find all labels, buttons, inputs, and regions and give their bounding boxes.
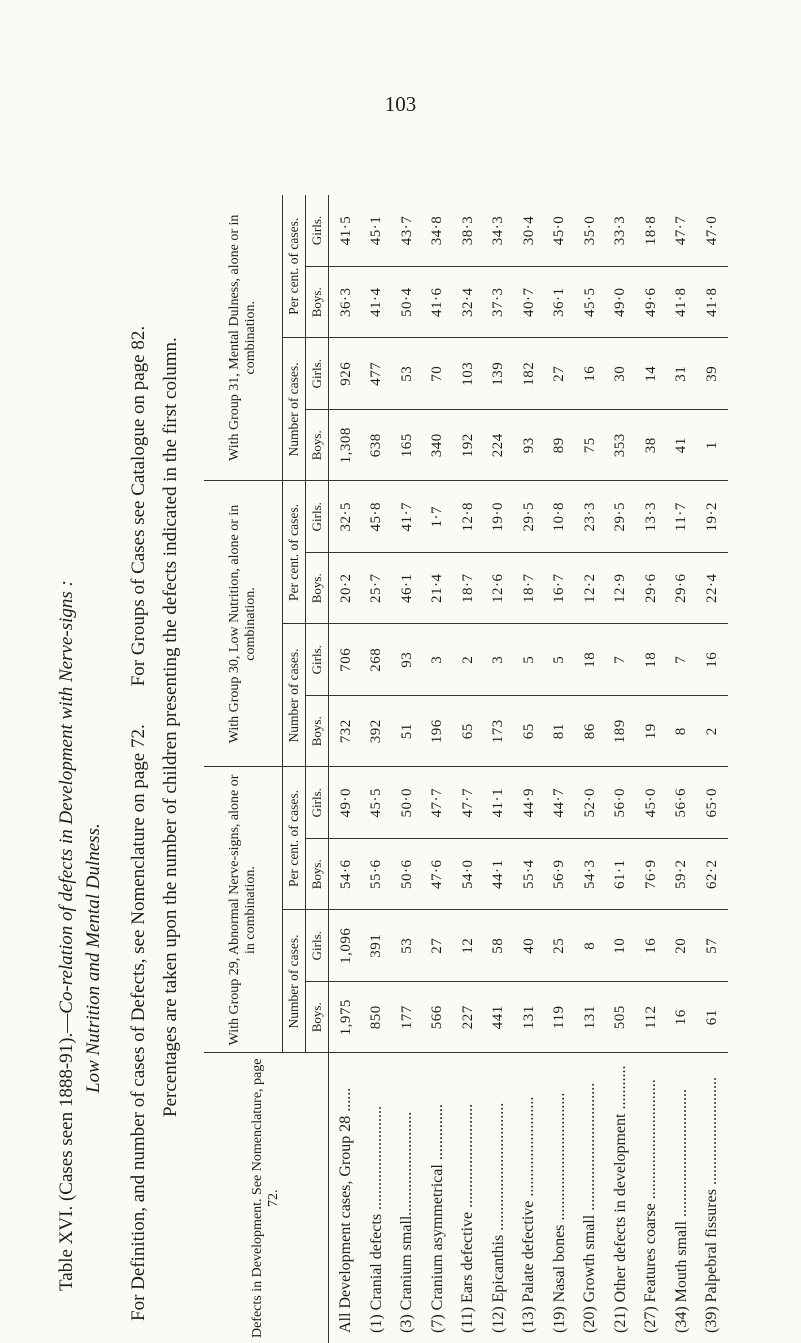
table-cell: 477 — [362, 338, 393, 410]
table-cell: 112 — [636, 982, 667, 1054]
note1-b: For Groups of Cases see Catalogue on page 82. — [128, 325, 149, 687]
table-cell: 131 — [575, 982, 606, 1054]
table-cell: 268 — [362, 624, 393, 696]
group29-header: With Group 29, Abnormal Nerve-signs, alone or in combination. — [204, 767, 283, 1053]
table-note-1 — [128, 21, 150, 1321]
table-cell: 29·5 — [514, 481, 545, 553]
table-cell: 19·2 — [697, 481, 728, 553]
table-cell: 1 — [697, 410, 728, 482]
table-cell: 18 — [575, 624, 606, 696]
defect-label: (13) Palate defective ......................... — [514, 1053, 545, 1343]
table-cell: 43·7 — [398, 215, 415, 246]
table-cell: 732 — [329, 696, 362, 768]
table-cell: 49·6 — [636, 267, 667, 339]
table-cell: 12·9 — [606, 553, 637, 625]
table-cell: 41·4 — [362, 267, 393, 339]
table-cell: 20·2 — [329, 553, 362, 625]
girls-header: Girls. — [306, 195, 329, 267]
girls-header: Girls. — [306, 624, 329, 696]
table-cell: 65 — [453, 696, 484, 768]
table-cell: 56·9 — [545, 839, 576, 911]
table-cell: 20 — [667, 910, 698, 982]
table-cell: 50·4 — [392, 267, 423, 339]
table-cell: 30·4 — [520, 215, 537, 246]
defect-label: (20) Growth small ................................ — [575, 1053, 606, 1343]
table-cell: 1,975 — [329, 982, 362, 1054]
table-cell: 93 — [514, 410, 545, 482]
table-cell: 13·3 — [636, 481, 667, 553]
table-cell: 41·8 — [697, 267, 728, 339]
table-cell: 76·9 — [636, 839, 667, 911]
table-cell: 23·3 — [575, 481, 606, 553]
table-cell: 36·1 — [545, 267, 576, 339]
table-cell: 21·4 — [423, 553, 454, 625]
table-row — [545, 195, 576, 1343]
table-cell: 12·6 — [484, 553, 515, 625]
table-cell: 44·7 — [545, 767, 576, 839]
table-cell: 16 — [667, 982, 698, 1054]
table-cell: 27 — [423, 910, 454, 982]
table-cell: 50·6 — [392, 839, 423, 911]
table-cell: 177 — [392, 982, 423, 1054]
table-row — [514, 195, 545, 1343]
number-header: Number of cases. — [283, 910, 306, 1053]
table-cell: 46·1 — [392, 553, 423, 625]
table-row — [423, 195, 454, 1343]
table-cell: 8 — [667, 696, 698, 768]
table-cell: 566 — [423, 982, 454, 1054]
data-table — [204, 195, 728, 1343]
table-cell: 29·5 — [606, 481, 637, 553]
table-cell: 38·3 — [459, 215, 476, 246]
girls-header: Girls. — [306, 338, 329, 410]
table-cell: 224 — [484, 410, 515, 482]
table-cell: 41·8 — [667, 267, 698, 339]
number-header: Number of cases. — [283, 338, 306, 481]
table-cell: 189 — [606, 696, 637, 768]
table-cell: 32·5 — [329, 481, 362, 553]
table-cell: 5 — [514, 624, 545, 696]
table-cell: 45·0 — [551, 215, 568, 246]
note1-a: For Definition, and number of cases of Defects, see Nomenclature on page 72. — [128, 724, 149, 1321]
table-cell: 55·6 — [362, 839, 393, 911]
table-row — [697, 195, 728, 1343]
defect-label: (3) Cranium small.......................... — [392, 1053, 423, 1343]
table-cell: 45·5 — [575, 267, 606, 339]
table-cell: 56·6 — [667, 767, 698, 839]
table-cell: 31 — [667, 338, 698, 410]
table-cell: 1,096 — [329, 910, 362, 982]
table-cell: 139 — [484, 338, 515, 410]
table-cell: 131 — [514, 982, 545, 1054]
title-italic: Co-relation of defects in Development with Nerve-signs : — [56, 580, 77, 1014]
table-row — [362, 195, 393, 1343]
table-cell: 12 — [453, 910, 484, 982]
table-cell: 65·0 — [697, 767, 728, 839]
table-cell: 3 — [423, 624, 454, 696]
table-cell: 47·7 — [673, 215, 690, 246]
table-cell: 7 — [667, 624, 698, 696]
table-cell: 2 — [453, 624, 484, 696]
table-cell: 57 — [697, 910, 728, 982]
table-cell: 16 — [575, 338, 606, 410]
table-cell: 638 — [362, 410, 393, 482]
boys-header: Boys. — [306, 982, 329, 1054]
boys-header: Boys. — [306, 696, 329, 768]
table-cell: 22·4 — [697, 553, 728, 625]
table-cell: 35·0 — [581, 215, 598, 246]
table-cell: 182 — [514, 338, 545, 410]
table-cell: 65 — [514, 696, 545, 768]
table-cell: 27 — [545, 338, 576, 410]
boys-header: Boys. — [306, 410, 329, 482]
table-cell: 25·7 — [362, 553, 393, 625]
defect-label: All Development cases, Group 28 ...... — [329, 1053, 362, 1343]
table-cell: 40 — [514, 910, 545, 982]
table-cell: 40·7 — [514, 267, 545, 339]
table-cell: 38 — [636, 410, 667, 482]
table-cell: 36·3 — [329, 267, 362, 339]
table-cell: 12·2 — [575, 553, 606, 625]
table-cell: 53 — [392, 338, 423, 410]
defect-label: (19) Nasal bones ................................ — [545, 1053, 576, 1343]
table-cell: 30 — [606, 338, 637, 410]
table-cell: 119 — [545, 982, 576, 1054]
table-cell: 18 — [636, 624, 667, 696]
table-cell: 55·4 — [514, 839, 545, 911]
table-cell: 18·7 — [453, 553, 484, 625]
defect-label: (12) Epicanthis ................................ — [484, 1053, 515, 1343]
table-cell: 59·2 — [667, 839, 698, 911]
table-row — [575, 195, 606, 1343]
table-cell: 227 — [453, 982, 484, 1054]
table-cell: 41 — [667, 410, 698, 482]
table-cell: 14 — [636, 338, 667, 410]
table-cell: 25 — [545, 910, 576, 982]
group30-header: With Group 30, Low Nutrition, alone or in combination. — [204, 481, 283, 767]
defect-label: (21) Other defects in development ........... — [606, 1053, 637, 1343]
table-cell: 165 — [392, 410, 423, 482]
table-cell: 18·8 — [642, 215, 659, 246]
table-cell: 926 — [329, 338, 362, 410]
table-cell: 2 — [697, 696, 728, 768]
table-cell: 53 — [392, 910, 423, 982]
table-cell: 44·1 — [484, 839, 515, 911]
table-cell: 8 — [575, 910, 606, 982]
table-cell: 7 — [606, 624, 637, 696]
table-cell: 47·7 — [453, 767, 484, 839]
table-cell: 34·8 — [429, 215, 446, 246]
table-cell: 50·0 — [392, 767, 423, 839]
table-cell: 392 — [362, 696, 393, 768]
table-cell: 19 — [636, 696, 667, 768]
table-cell: 45·8 — [362, 481, 393, 553]
table-cell: 49·0 — [606, 267, 637, 339]
table-cell: 56·0 — [606, 767, 637, 839]
number-header: Number of cases. — [283, 624, 306, 767]
girls-header: Girls. — [306, 767, 329, 839]
table-cell: 58 — [484, 910, 515, 982]
table-cell: 340 — [423, 410, 454, 482]
table-cell: 47·7 — [423, 767, 454, 839]
table-cell: 93 — [392, 624, 423, 696]
table-cell: 10·8 — [545, 481, 576, 553]
boys-header: Boys. — [306, 267, 329, 339]
table-cell: 18·7 — [514, 553, 545, 625]
table-cell: 41·1 — [484, 767, 515, 839]
table-row — [606, 195, 637, 1343]
table-row — [453, 195, 484, 1343]
table-cell: 16 — [697, 624, 728, 696]
table-title — [56, 0, 78, 1291]
table-cell: 44·9 — [514, 767, 545, 839]
table-cell: 54·6 — [329, 839, 362, 911]
table-cell: 29·6 — [667, 553, 698, 625]
defects-header: Defects in Development. See Nomenclature, page 72. — [204, 1053, 329, 1343]
table-cell: 192 — [453, 410, 484, 482]
title-line2-text: Low Nutrition and Mental Dulness. — [83, 823, 104, 1093]
table-cell: 49·0 — [329, 767, 362, 839]
table-cell: 39 — [697, 338, 728, 410]
table-title-line2 — [83, 0, 105, 1093]
table-cell: 12·8 — [453, 481, 484, 553]
table-cell: 54·3 — [575, 839, 606, 911]
table-cell: 41·5 — [337, 215, 354, 246]
table-cell: 391 — [362, 910, 393, 982]
title-prefix: Table XVI. (Cases seen 1888-91).— — [56, 1013, 77, 1291]
boys-header: Boys. — [306, 553, 329, 625]
table-cell: 441 — [484, 982, 515, 1054]
table-row — [636, 195, 667, 1343]
table-cell: 19·0 — [484, 481, 515, 553]
percent-header: Per cent. of cases. — [283, 767, 306, 910]
percent-header: Per cent. of cases. — [283, 481, 306, 624]
girls-header: Girls. — [306, 910, 329, 982]
defect-label: (34) Mouth small ................................ — [667, 1053, 698, 1343]
table-cell: 41·7 — [392, 481, 423, 553]
boys-header: Boys. — [306, 839, 329, 911]
table-cell: 16 — [636, 910, 667, 982]
table-cell: 706 — [329, 624, 362, 696]
table-row — [667, 195, 698, 1343]
table-cell: 5 — [545, 624, 576, 696]
table-cell: 47·6 — [423, 839, 454, 911]
table-cell: 61 — [697, 982, 728, 1054]
table-body — [329, 195, 728, 1343]
table-cell: 89 — [545, 410, 576, 482]
table-cell: 32·4 — [453, 267, 484, 339]
table-cell: 3 — [484, 624, 515, 696]
table-cell: 86 — [575, 696, 606, 768]
table-cell: 61·1 — [606, 839, 637, 911]
defect-label: (7) Cranium asymmetrical .............. — [423, 1053, 454, 1343]
table-cell: 11·7 — [667, 481, 698, 553]
defect-label: (27) Features coarse .............................. — [636, 1053, 667, 1343]
table-cell: 70 — [423, 338, 454, 410]
table-cell: 45·5 — [362, 767, 393, 839]
table-cell: 45·1 — [368, 215, 385, 246]
table-cell: 103 — [453, 338, 484, 410]
defect-label: (1) Cranial defects .......................... — [362, 1053, 393, 1343]
table-cell: 41·6 — [423, 267, 454, 339]
table-cell: 196 — [423, 696, 454, 768]
table-cell: 75 — [575, 410, 606, 482]
defect-label: (11) Ears defective .......................... — [453, 1053, 484, 1343]
table-cell: 52·0 — [575, 767, 606, 839]
table-cell: 54·0 — [453, 839, 484, 911]
table-cell: 1·7 — [423, 481, 454, 553]
table-row — [484, 195, 515, 1343]
table-cell: 505 — [606, 982, 637, 1054]
table-cell: 45·0 — [636, 767, 667, 839]
table-cell: 47·0 — [703, 215, 720, 246]
table-row — [329, 195, 362, 1343]
table-cell: 29·6 — [636, 553, 667, 625]
table-cell: 34·3 — [490, 215, 507, 246]
defect-label: (39) Palpebral fissures ........................... — [697, 1053, 728, 1343]
table-cell: 62·2 — [697, 839, 728, 911]
table-cell: 37·3 — [484, 267, 515, 339]
table-cell: 1,308 — [329, 410, 362, 482]
table-note-2: Percentages are taken upon the number of children presenting the defects indicated in the first column. — [160, 337, 181, 1117]
group31-header: With Group 31, Mental Dulness, alone or in combination. — [204, 195, 283, 481]
table-row — [392, 195, 423, 1343]
table-cell: 850 — [362, 982, 393, 1054]
table-cell: 353 — [606, 410, 637, 482]
girls-header: Girls. — [306, 481, 329, 553]
table-cell: 51 — [392, 696, 423, 768]
percent-header: Per cent. of cases. — [283, 195, 306, 338]
table-cell: 10 — [606, 910, 637, 982]
page-number: 103 — [384, 92, 417, 116]
table-cell: 33·3 — [612, 215, 629, 246]
table-cell: 81 — [545, 696, 576, 768]
table-cell: 173 — [484, 696, 515, 768]
table-cell: 16·7 — [545, 553, 576, 625]
